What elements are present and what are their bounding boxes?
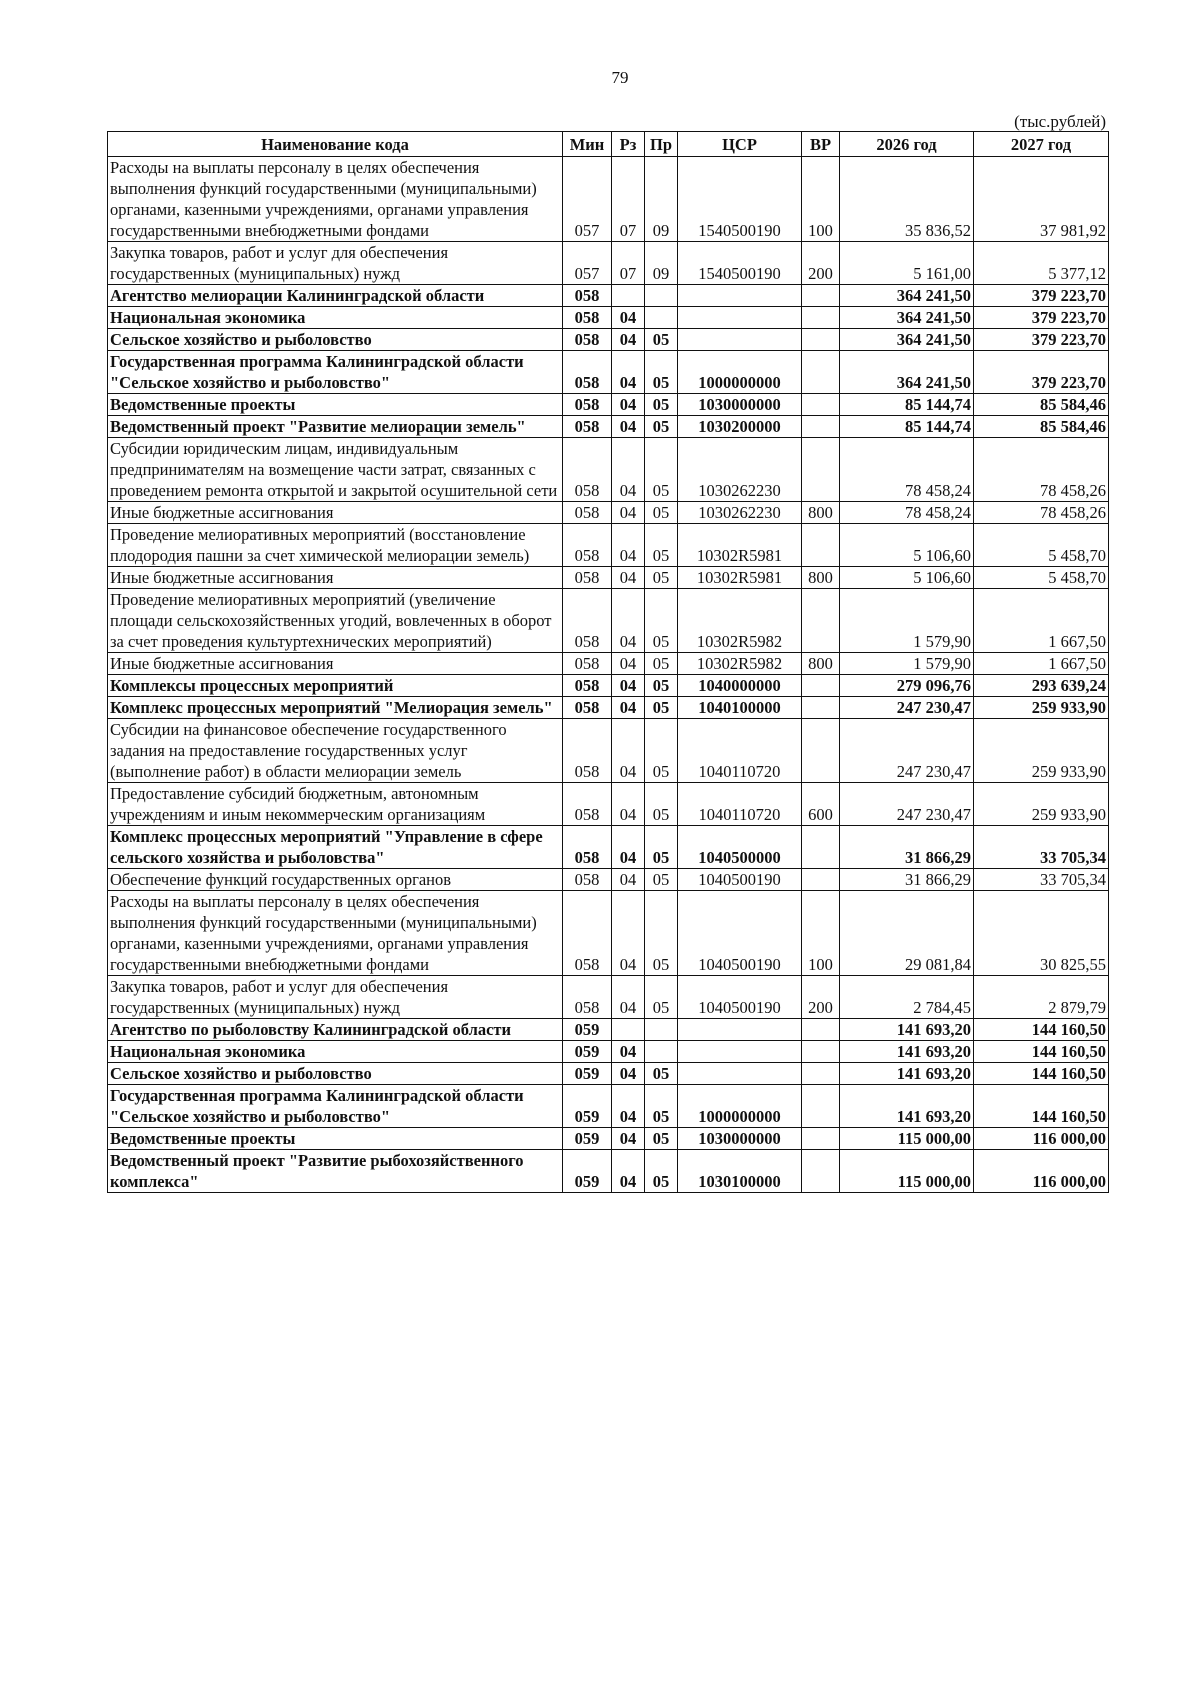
vr-cell (802, 589, 840, 653)
vr-cell (802, 1085, 840, 1128)
rz-cell: 04 (612, 567, 645, 589)
csr-cell: 1040500190 (678, 976, 802, 1019)
pr-cell: 05 (645, 675, 678, 697)
min-cell: 058 (563, 394, 612, 416)
amount-2026-cell: 85 144,74 (840, 394, 974, 416)
pr-cell: 05 (645, 1150, 678, 1193)
csr-cell (678, 329, 802, 351)
min-cell: 058 (563, 826, 612, 869)
vr-cell: 800 (802, 502, 840, 524)
table-header (108, 132, 1109, 157)
min-cell: 059 (563, 1150, 612, 1193)
table-row (108, 1041, 1109, 1063)
rz-cell: 07 (612, 242, 645, 285)
table-row (108, 416, 1109, 438)
min-cell: 057 (563, 157, 612, 242)
pr-cell: 05 (645, 869, 678, 891)
vr-cell (802, 329, 840, 351)
code-name-cell: Комплексы процессных мероприятий (108, 675, 563, 697)
rz-cell: 04 (612, 307, 645, 329)
page-number: 79 (611, 68, 629, 87)
rz-cell: 04 (612, 719, 645, 783)
header-2027: 2027 год (974, 132, 1109, 157)
amount-2026-cell: 35 836,52 (840, 157, 974, 242)
code-name-cell: Агентство по рыболовству Калининградской области (108, 1019, 563, 1041)
code-name-cell: Комплекс процессных мероприятий "Мелиорация земель" (108, 697, 563, 719)
table-row (108, 1019, 1109, 1041)
table-row (108, 285, 1109, 307)
csr-cell: 1040110720 (678, 783, 802, 826)
vr-cell (802, 869, 840, 891)
amount-2027-cell: 259 933,90 (974, 719, 1109, 783)
rz-cell: 04 (612, 891, 645, 976)
amount-2026-cell: 247 230,47 (840, 719, 974, 783)
rz-cell: 07 (612, 157, 645, 242)
table-row (108, 438, 1109, 502)
amount-2026-cell: 115 000,00 (840, 1128, 974, 1150)
amount-2027-cell: 30 825,55 (974, 891, 1109, 976)
pr-cell (645, 1041, 678, 1063)
vr-cell: 100 (802, 157, 840, 242)
csr-cell: 10302R5981 (678, 567, 802, 589)
table-row (108, 869, 1109, 891)
pr-cell: 05 (645, 502, 678, 524)
amount-2027-cell: 78 458,26 (974, 438, 1109, 502)
table-row (108, 1085, 1109, 1128)
pr-cell: 05 (645, 1063, 678, 1085)
code-name-cell: Проведение мелиоративных мероприятий (восстановление плодородия пашни за счет химической мелиорации земель) (108, 524, 563, 567)
rz-cell: 04 (612, 1150, 645, 1193)
table-row (108, 242, 1109, 285)
rz-cell: 04 (612, 351, 645, 394)
amount-2027-cell: 144 160,50 (974, 1041, 1109, 1063)
rz-cell: 04 (612, 394, 645, 416)
pr-cell (645, 1019, 678, 1041)
min-cell: 058 (563, 416, 612, 438)
rz-cell: 04 (612, 1041, 645, 1063)
amount-2026-cell: 141 693,20 (840, 1041, 974, 1063)
min-cell: 058 (563, 285, 612, 307)
table-body (108, 157, 1109, 1193)
code-name-cell: Иные бюджетные ассигнования (108, 502, 563, 524)
amount-2027-cell: 37 981,92 (974, 157, 1109, 242)
header-csr: ЦСР (678, 132, 802, 157)
amount-2026-cell: 2 784,45 (840, 976, 974, 1019)
vr-cell (802, 1150, 840, 1193)
amount-2026-cell: 78 458,24 (840, 502, 974, 524)
amount-2027-cell: 116 000,00 (974, 1128, 1109, 1150)
table-row (108, 976, 1109, 1019)
code-name-cell: Предоставление субсидий бюджетным, автономным учреждениям и иным некоммерческим организациям (108, 783, 563, 826)
min-cell: 058 (563, 307, 612, 329)
vr-cell: 600 (802, 783, 840, 826)
vr-cell (802, 307, 840, 329)
vr-cell (802, 826, 840, 869)
table-row (108, 502, 1109, 524)
amount-2026-cell: 31 866,29 (840, 869, 974, 891)
min-cell: 058 (563, 869, 612, 891)
pr-cell: 05 (645, 589, 678, 653)
rz-cell: 04 (612, 329, 645, 351)
amount-2027-cell: 144 160,50 (974, 1063, 1109, 1085)
pr-cell: 05 (645, 329, 678, 351)
code-name-cell: Расходы на выплаты персоналу в целях обеспечения выполнения функций государственными (муниципальными) органами, казенными учреждениями, органами управления государственными внебюджетными фондами (108, 157, 563, 242)
rz-cell (612, 285, 645, 307)
table-row (108, 394, 1109, 416)
csr-cell: 1040100000 (678, 697, 802, 719)
rz-cell: 04 (612, 524, 645, 567)
header-2026: 2026 год (840, 132, 974, 157)
table-row (108, 653, 1109, 675)
table-row (108, 1150, 1109, 1193)
amount-2027-cell: 259 933,90 (974, 783, 1109, 826)
pr-cell: 05 (645, 719, 678, 783)
rz-cell: 04 (612, 783, 645, 826)
pr-cell: 05 (645, 783, 678, 826)
min-cell: 058 (563, 891, 612, 976)
pr-cell: 05 (645, 1085, 678, 1128)
min-cell: 059 (563, 1085, 612, 1128)
csr-cell: 1040110720 (678, 719, 802, 783)
table-row (108, 826, 1109, 869)
csr-cell (678, 1063, 802, 1085)
amount-2026-cell: 141 693,20 (840, 1063, 974, 1085)
rz-cell: 04 (612, 976, 645, 1019)
vr-cell: 200 (802, 242, 840, 285)
amount-2027-cell: 2 879,79 (974, 976, 1109, 1019)
rz-cell: 04 (612, 653, 645, 675)
code-name-cell: Иные бюджетные ассигнования (108, 653, 563, 675)
rz-cell: 04 (612, 1128, 645, 1150)
amount-2027-cell: 259 933,90 (974, 697, 1109, 719)
pr-cell: 05 (645, 394, 678, 416)
table-row (108, 719, 1109, 783)
amount-2026-cell: 247 230,47 (840, 783, 974, 826)
pr-cell: 05 (645, 826, 678, 869)
code-name-cell: Сельское хозяйство и рыболовство (108, 1063, 563, 1085)
amount-2027-cell: 85 584,46 (974, 416, 1109, 438)
code-name-cell: Субсидии на финансовое обеспечение государственного задания на предоставление государственных услуг (выполнение работ) в области мелиорации земель (108, 719, 563, 783)
vr-cell: 800 (802, 653, 840, 675)
csr-cell (678, 307, 802, 329)
code-name-cell: Национальная экономика (108, 307, 563, 329)
vr-cell (802, 697, 840, 719)
min-cell: 058 (563, 589, 612, 653)
amount-2027-cell: 379 223,70 (974, 329, 1109, 351)
min-cell: 058 (563, 438, 612, 502)
pr-cell: 05 (645, 976, 678, 1019)
min-cell: 058 (563, 783, 612, 826)
amount-2027-cell: 293 639,24 (974, 675, 1109, 697)
code-name-cell: Ведомственный проект "Развитие рыбохозяйственного комплекса" (108, 1150, 563, 1193)
table-row (108, 157, 1109, 242)
vr-cell (802, 1041, 840, 1063)
pr-cell: 05 (645, 891, 678, 976)
rz-cell (612, 1019, 645, 1041)
table-row (108, 675, 1109, 697)
code-name-cell: Национальная экономика (108, 1041, 563, 1063)
csr-cell: 10302R5981 (678, 524, 802, 567)
vr-cell (802, 719, 840, 783)
amount-2026-cell: 364 241,50 (840, 329, 974, 351)
vr-cell (802, 1128, 840, 1150)
vr-cell (802, 394, 840, 416)
csr-cell: 1000000000 (678, 1085, 802, 1128)
pr-cell: 05 (645, 697, 678, 719)
vr-cell: 800 (802, 567, 840, 589)
amount-2026-cell: 29 081,84 (840, 891, 974, 976)
table-row (108, 1128, 1109, 1150)
vr-cell (802, 285, 840, 307)
code-name-cell: Обеспечение функций государственных органов (108, 869, 563, 891)
code-name-cell: Закупка товаров, работ и услуг для обеспечения государственных (муниципальных) нужд (108, 242, 563, 285)
header-row (108, 132, 1109, 157)
csr-cell: 1000000000 (678, 351, 802, 394)
code-name-cell: Иные бюджетные ассигнования (108, 567, 563, 589)
header-rz: Рз (612, 132, 645, 157)
amount-2026-cell: 364 241,50 (840, 351, 974, 394)
rz-cell: 04 (612, 1063, 645, 1085)
amount-2026-cell: 364 241,50 (840, 285, 974, 307)
csr-cell: 1030000000 (678, 1128, 802, 1150)
code-name-cell: Агентство мелиорации Калининградской области (108, 285, 563, 307)
csr-cell: 1540500190 (678, 157, 802, 242)
csr-cell (678, 285, 802, 307)
min-cell: 058 (563, 567, 612, 589)
amount-2026-cell: 247 230,47 (840, 697, 974, 719)
min-cell: 058 (563, 675, 612, 697)
amount-2027-cell: 1 667,50 (974, 589, 1109, 653)
vr-cell (802, 1063, 840, 1085)
pr-cell: 05 (645, 653, 678, 675)
table-row (108, 697, 1109, 719)
csr-cell (678, 1041, 802, 1063)
amount-2027-cell: 116 000,00 (974, 1150, 1109, 1193)
amount-2027-cell: 379 223,70 (974, 285, 1109, 307)
pr-cell: 05 (645, 567, 678, 589)
amount-2027-cell: 379 223,70 (974, 351, 1109, 394)
code-name-cell: Проведение мелиоративных мероприятий (увеличение площади сельскохозяйственных угодий, вовлеченных в оборот за счет проведения культуртехнических мероприятий) (108, 589, 563, 653)
vr-cell (802, 438, 840, 502)
min-cell: 059 (563, 1019, 612, 1041)
pr-cell: 05 (645, 351, 678, 394)
amount-2027-cell: 144 160,50 (974, 1085, 1109, 1128)
min-cell: 058 (563, 697, 612, 719)
csr-cell: 1030262230 (678, 502, 802, 524)
min-cell: 059 (563, 1041, 612, 1063)
vr-cell (802, 675, 840, 697)
amount-2026-cell: 1 579,90 (840, 589, 974, 653)
amount-2027-cell: 78 458,26 (974, 502, 1109, 524)
rz-cell: 04 (612, 826, 645, 869)
pr-cell: 05 (645, 416, 678, 438)
pr-cell: 05 (645, 1128, 678, 1150)
amount-2026-cell: 5 106,60 (840, 524, 974, 567)
amount-2026-cell: 115 000,00 (840, 1150, 974, 1193)
table-row (108, 589, 1109, 653)
rz-cell: 04 (612, 1085, 645, 1128)
amount-2026-cell: 5 106,60 (840, 567, 974, 589)
vr-cell: 100 (802, 891, 840, 976)
min-cell: 059 (563, 1063, 612, 1085)
min-cell: 058 (563, 976, 612, 1019)
header-vr: ВР (802, 132, 840, 157)
amount-2026-cell: 279 096,76 (840, 675, 974, 697)
amount-2027-cell: 144 160,50 (974, 1019, 1109, 1041)
code-name-cell: Расходы на выплаты персоналу в целях обеспечения выполнения функций государственными (муниципальными) органами, казенными учреждениями, органами управления государственными внебюджетными фондами (108, 891, 563, 976)
min-cell: 057 (563, 242, 612, 285)
rz-cell: 04 (612, 675, 645, 697)
code-name-cell: Государственная программа Калининградской области "Сельское хозяйство и рыболовство" (108, 351, 563, 394)
min-cell: 058 (563, 524, 612, 567)
table-row (108, 329, 1109, 351)
amount-2026-cell: 1 579,90 (840, 653, 974, 675)
table-row (108, 307, 1109, 329)
vr-cell: 200 (802, 976, 840, 1019)
amount-2027-cell: 33 705,34 (974, 826, 1109, 869)
csr-cell: 1040500190 (678, 869, 802, 891)
csr-cell: 1040500190 (678, 891, 802, 976)
table-row (108, 351, 1109, 394)
header-min: Мин (563, 132, 612, 157)
code-name-cell: Закупка товаров, работ и услуг для обеспечения государственных (муниципальных) нужд (108, 976, 563, 1019)
amount-2027-cell: 5 458,70 (974, 524, 1109, 567)
code-name-cell: Ведомственные проекты (108, 394, 563, 416)
pr-cell (645, 307, 678, 329)
csr-cell: 1540500190 (678, 242, 802, 285)
table-row (108, 891, 1109, 976)
vr-cell (802, 351, 840, 394)
csr-cell: 1030100000 (678, 1150, 802, 1193)
rz-cell: 04 (612, 438, 645, 502)
amount-2026-cell: 78 458,24 (840, 438, 974, 502)
code-name-cell: Комплекс процессных мероприятий "Управление в сфере сельского хозяйства и рыболовства" (108, 826, 563, 869)
csr-cell: 1030000000 (678, 394, 802, 416)
table-row (108, 524, 1109, 567)
csr-cell: 10302R5982 (678, 589, 802, 653)
amount-2027-cell: 5 377,12 (974, 242, 1109, 285)
csr-cell: 1030200000 (678, 416, 802, 438)
csr-cell: 10302R5982 (678, 653, 802, 675)
code-name-cell: Ведомственные проекты (108, 1128, 563, 1150)
amount-2026-cell: 5 161,00 (840, 242, 974, 285)
pr-cell: 09 (645, 157, 678, 242)
amount-2027-cell: 379 223,70 (974, 307, 1109, 329)
budget-table (107, 131, 1109, 1193)
rz-cell: 04 (612, 502, 645, 524)
min-cell: 058 (563, 329, 612, 351)
table-row (108, 1063, 1109, 1085)
pr-cell (645, 285, 678, 307)
amount-2026-cell: 31 866,29 (840, 826, 974, 869)
vr-cell (802, 1019, 840, 1041)
rz-cell: 04 (612, 416, 645, 438)
pr-cell: 05 (645, 524, 678, 567)
amount-2026-cell: 141 693,20 (840, 1019, 974, 1041)
min-cell: 058 (563, 719, 612, 783)
vr-cell (802, 524, 840, 567)
min-cell: 059 (563, 1128, 612, 1150)
table-row (108, 567, 1109, 589)
amount-2027-cell: 33 705,34 (974, 869, 1109, 891)
pr-cell: 09 (645, 242, 678, 285)
code-name-cell: Субсидии юридическим лицам, индивидуальным предпринимателям на возмещение части затрат, связанных с проведением ремонта открытой и закрытой осушительной сети (108, 438, 563, 502)
table-row (108, 783, 1109, 826)
pr-cell: 05 (645, 438, 678, 502)
min-cell: 058 (563, 502, 612, 524)
csr-cell (678, 1019, 802, 1041)
code-name-cell: Сельское хозяйство и рыболовство (108, 329, 563, 351)
rz-cell: 04 (612, 589, 645, 653)
amount-2027-cell: 85 584,46 (974, 394, 1109, 416)
amount-2027-cell: 1 667,50 (974, 653, 1109, 675)
amount-2026-cell: 364 241,50 (840, 307, 974, 329)
units-label: (тыс.рублей) (1014, 112, 1106, 131)
code-name-cell: Ведомственный проект "Развитие мелиорации земель" (108, 416, 563, 438)
min-cell: 058 (563, 653, 612, 675)
vr-cell (802, 416, 840, 438)
min-cell: 058 (563, 351, 612, 394)
amount-2027-cell: 5 458,70 (974, 567, 1109, 589)
rz-cell: 04 (612, 869, 645, 891)
amount-2026-cell: 141 693,20 (840, 1085, 974, 1128)
csr-cell: 1040000000 (678, 675, 802, 697)
code-name-cell: Государственная программа Калининградской области "Сельское хозяйство и рыболовство" (108, 1085, 563, 1128)
rz-cell: 04 (612, 697, 645, 719)
csr-cell: 1030262230 (678, 438, 802, 502)
amount-2026-cell: 85 144,74 (840, 416, 974, 438)
csr-cell: 1040500000 (678, 826, 802, 869)
header-name: Наименование кода (108, 132, 563, 157)
header-pr: Пр (645, 132, 678, 157)
